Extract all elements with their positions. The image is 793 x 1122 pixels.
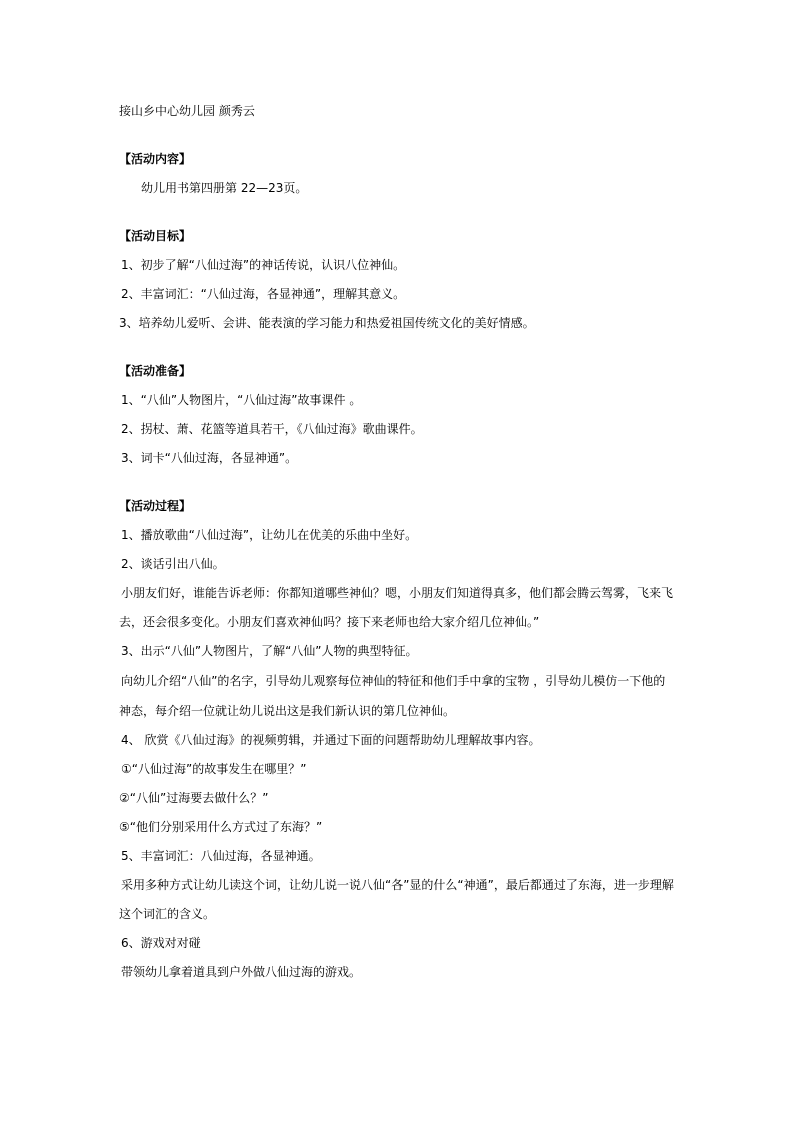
process-line: 1、播放歌曲“八仙过海”，让幼儿在优美的乐曲中坐好。 [121, 528, 418, 542]
process-line: 2、谈话引出八仙。 [121, 557, 225, 571]
process-line: 带领幼儿拿着道具到户外做八仙过海的游戏。 [121, 965, 362, 979]
process-line: 4、 欣赏《八仙过海》的视频剪辑，并通过下面的问题帮助幼儿理解故事内容。 [121, 733, 541, 747]
process-line: ⑤“他们分别采用什么方式过了东海？” [119, 820, 323, 834]
goal-item: 3、培养幼儿爱听、会讲、能表演的学习能力和热爱祖国传统文化的美好情感。 [119, 316, 535, 330]
preparation-item: 3、词卡“八仙过海，各显神通”。 [121, 451, 298, 465]
process-line: 去，还会很多变化。小朋友们喜欢神仙吗？接下来老师也给大家介绍几位神仙。” [119, 615, 540, 629]
content-text: 幼儿用书第四册第 22—23页。 [141, 181, 308, 195]
process-line: 3、出示“八仙”人物图片，了解“八仙”人物的典型特征。 [121, 644, 418, 658]
preparation-item: 1、“八仙”人物图片，“八仙过海”故事课件 。 [121, 393, 362, 407]
process-line: ②“八仙”过海要去做什么？” [119, 791, 269, 805]
process-line: 这个词汇的含义。 [119, 907, 216, 921]
section-heading-content: 【活动内容】 [119, 152, 192, 166]
process-line: 小朋友们好，谁能告诉老师：你都知道哪些神仙？嗯，小朋友们知道得真多，他们都会腾云驾雾，飞来飞 [121, 586, 674, 600]
process-line: ①“八仙过海”的故事发生在哪里？” [121, 762, 307, 776]
process-line: 6、游戏对对碰 [121, 936, 201, 950]
process-line: 5、丰富词汇：八仙过海，各显神通。 [121, 849, 321, 863]
process-line: 向幼儿介绍“八仙”的名字，引导幼儿观察每位神仙的特征和他们手中拿的宝物 ，引导幼儿模仿一下他的 [121, 674, 666, 688]
section-heading-preparation: 【活动准备】 [119, 364, 192, 378]
preparation-item: 2、拐杖、萧、花篮等道具若干，《八仙过海》歌曲课件。 [121, 422, 423, 436]
goal-item: 1、初步了解“八仙过海”的神话传说，认识八位神仙。 [121, 258, 406, 272]
section-heading-goals: 【活动目标】 [119, 229, 192, 243]
section-heading-process: 【活动过程】 [119, 499, 192, 513]
author-line: 接山乡中心幼儿园 颜秀云 [119, 104, 255, 118]
process-line: 采用多种方式让幼儿读这个词，让幼儿说一说八仙“各”显的什么“神通”，最后都通过了东海，进一步理解 [121, 878, 674, 892]
goal-item: 2、丰富词汇：“八仙过海，各显神通”，理解其意义。 [121, 287, 406, 301]
process-line: 神态，每介绍一位就让幼儿说出这是我们新认识的第几位神仙。 [119, 704, 456, 718]
